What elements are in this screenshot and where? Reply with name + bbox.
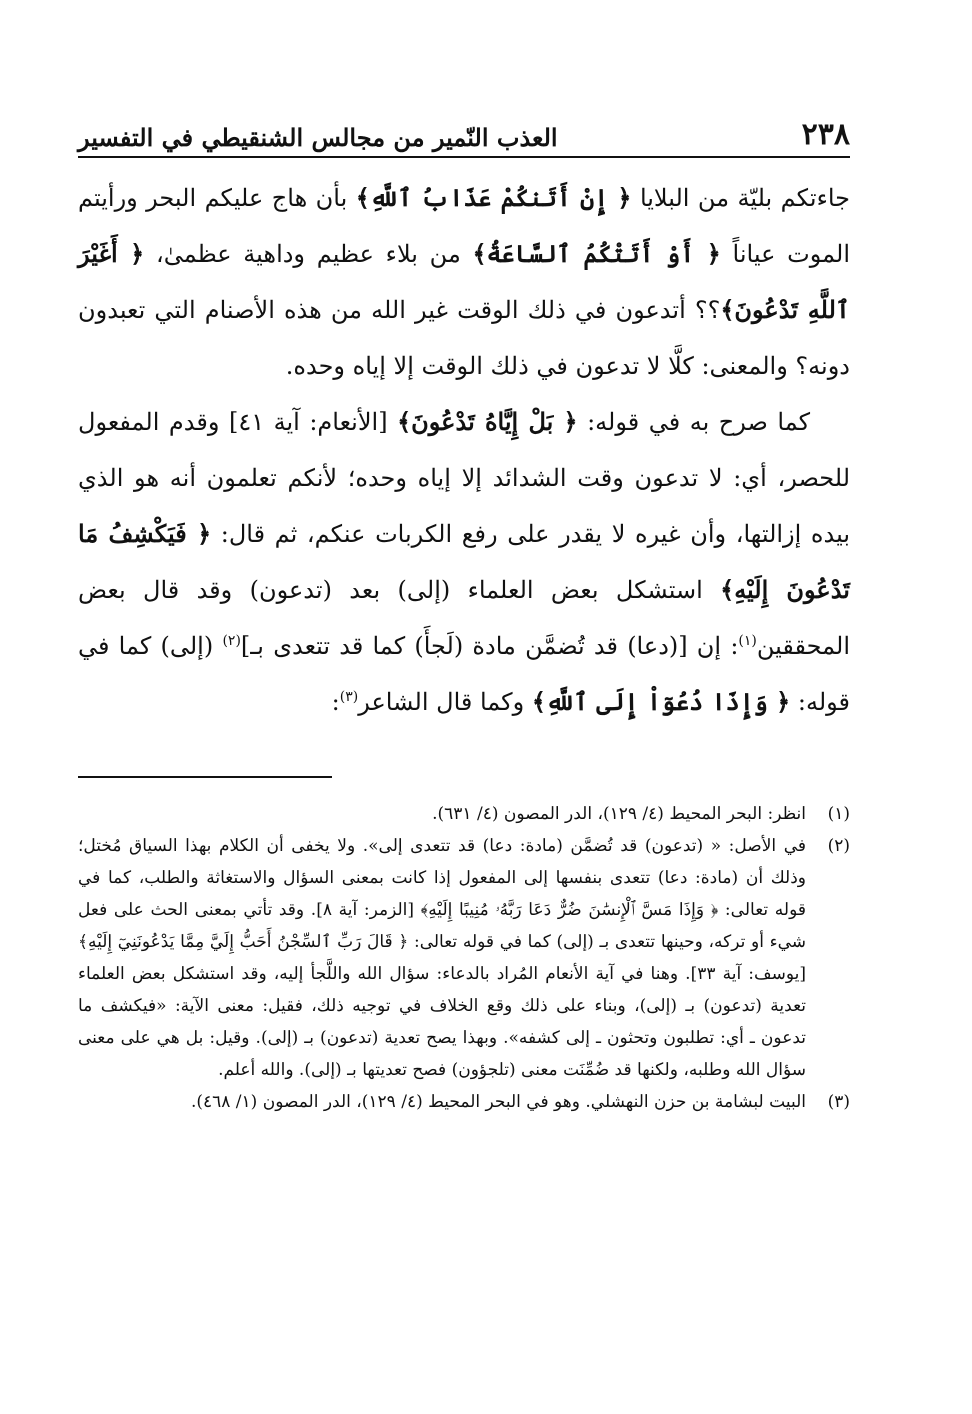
text-span: جاءتكم بليّة من البلايا [631, 184, 851, 212]
footnote-text: في الأصل: « (تدعون) قد تُضمَّن (مادة: دعا) قد تتعدى إلى». ولا يخفى أن الكلام بهذا السياق مُختل؛ وذلك أن (مادة: دعا) تتعدى بنفسها إلى المفعول إذا كانت بمعنى السؤال والاستغاثة والطلب، كما في قوله تعالى: ﴿ وَإِذَا مَسَّ ٱلْإِنسَٰنَ ضُرٌّ دَعَا رَبَّهُۥ مُنِيبًا إِلَيْهِ﴾ [الزمر: آية ٨]. وقد تأتي بمعنى الحث على فعل شيء أو تركه، وحينها تتعدى بـ (إلى) كما في قوله تعالى: ﴿ قَالَ رَبِّ ٱلسِّجْنُ أَحَبُّ إِلَيَّ مِمَّا يَدْعُونَنِيٓ إِلَيْهِ﴾ [يوسف: آية ٣٣]. وهنا في آية الأنعام المُراد بالدعاء: سؤال الله واللَّجأ إليه، وقد استشكل بعض العلماء تعدية (تدعون) بـ (إلى)، وبناء على ذلك وقع الخلاف في توجيه ذلك، فقيل: معنى الآية: «فيكشف ما تدعون ـ أي: تطلبون وتحثون ـ إلى كشفه». وبهذا يصح تعدية (تدعون) بـ (إلى). وقيل: بل هي على معنى سؤال الله وطلبه، ولكنها قد ضُمِّنَت معنى (تلجؤون) فصح تعديتها بـ (إلى). والله أعلم. [78, 836, 807, 1080]
text-span: كما صرح به في قوله: [577, 408, 810, 436]
page-number: ٢٣٨ [801, 117, 850, 152]
text-span: (إلى) كما في قوله: [78, 632, 850, 716]
quran-verse: ﴿ أَغَيْرَ ٱللَّهِ تَدْعُونَ﴾ [78, 239, 850, 324]
footnote-text: البيت لبشامة بن حزن النهشلي. وهو في البحر المحيط (٤/ ١٢٩)، الدر المصون (١/ ٤٦٨). [190, 1092, 806, 1112]
footnotes [78, 798, 850, 1118]
header-rule [78, 156, 850, 158]
footnote-ref-2[interactable]: (٢) [222, 633, 241, 649]
text-span: بأن هاج عليكم البحر ورأيتم الموت عياناً [78, 184, 850, 268]
text-span: ؟؟ أتدعون في ذلك الوقت غير الله من هذه الأصنام التي تعبدون دونه؟ والمعنى: كلَّا لا تدعون في ذلك الوقت إلا إياه وحده. [78, 296, 850, 380]
quran-verse: ﴿ فَيَكْشِفُ مَا تَدْعُونَ إِلَيْهِ﴾ [78, 519, 850, 604]
footnote-separator [78, 776, 332, 778]
quran-verse: ﴿ أَوْ أَتَتْكُمُ ٱلسَّاعَةُ﴾ [472, 239, 721, 268]
footnote-ref-3[interactable]: (٣) [339, 689, 359, 705]
footnote-3 [78, 1086, 850, 1118]
text-span: استشكل بعض العلماء (إلى) بعد (تدعون) وقد قال بعض المحققين [78, 576, 851, 660]
text-span: : إن [(دعا) قد تُضمَّن مادة (لَجأَ) كما قد تتعدى بـ] [240, 632, 739, 660]
main-text [78, 170, 850, 730]
paragraph-1 [78, 170, 850, 394]
text-span: [الأنعام: آية ٤١] وقدم المفعول للحصر، أي: لا تدعون وقت الشدائد إلا إياه وحده؛ لأنكم تعلمون أنه هو الذي بيده إزالتها، وأن غيره لا يقدر على رفع الكربات عنكم، ثم قال: [78, 408, 851, 548]
footnote-1 [78, 798, 850, 830]
footnote-ref-1[interactable]: (١) [738, 633, 757, 649]
footnote-number: (٣) [827, 1092, 850, 1112]
footnote-number: (١) [827, 804, 850, 824]
footnote-separator-wrap [78, 776, 850, 778]
running-title: العذب النّمير من مجالس الشنقيطي في التفسير [78, 123, 558, 152]
quran-verse: ﴿ إِنْ أَتَنكُمْ عَذَابُ ٱللَّهِ﴾ [355, 183, 632, 212]
footnote-text: انظر: البحر المحيط (٤/ ١٢٩)، الدر المصون (٤/ ٦٣١). [432, 804, 806, 824]
text-span: وكما قال الشاعر [358, 688, 532, 716]
footnote-2 [78, 830, 850, 1086]
text-span: من بلاء عظيم وداهية عظمىٰ، [144, 240, 473, 268]
quran-verse: ﴿ وَإِذَا دُعُوٓاْ إِلَى ٱللَّهِ﴾ [531, 687, 791, 716]
quran-verse: ﴿ بَلْ إِيَّاهُ تَدْعُونَ﴾ [397, 407, 578, 436]
text-span: : [331, 688, 340, 716]
footnote-number: (٢) [827, 836, 850, 856]
page-header [78, 108, 850, 152]
paragraph-2 [78, 394, 850, 730]
book-page [78, 108, 850, 1118]
